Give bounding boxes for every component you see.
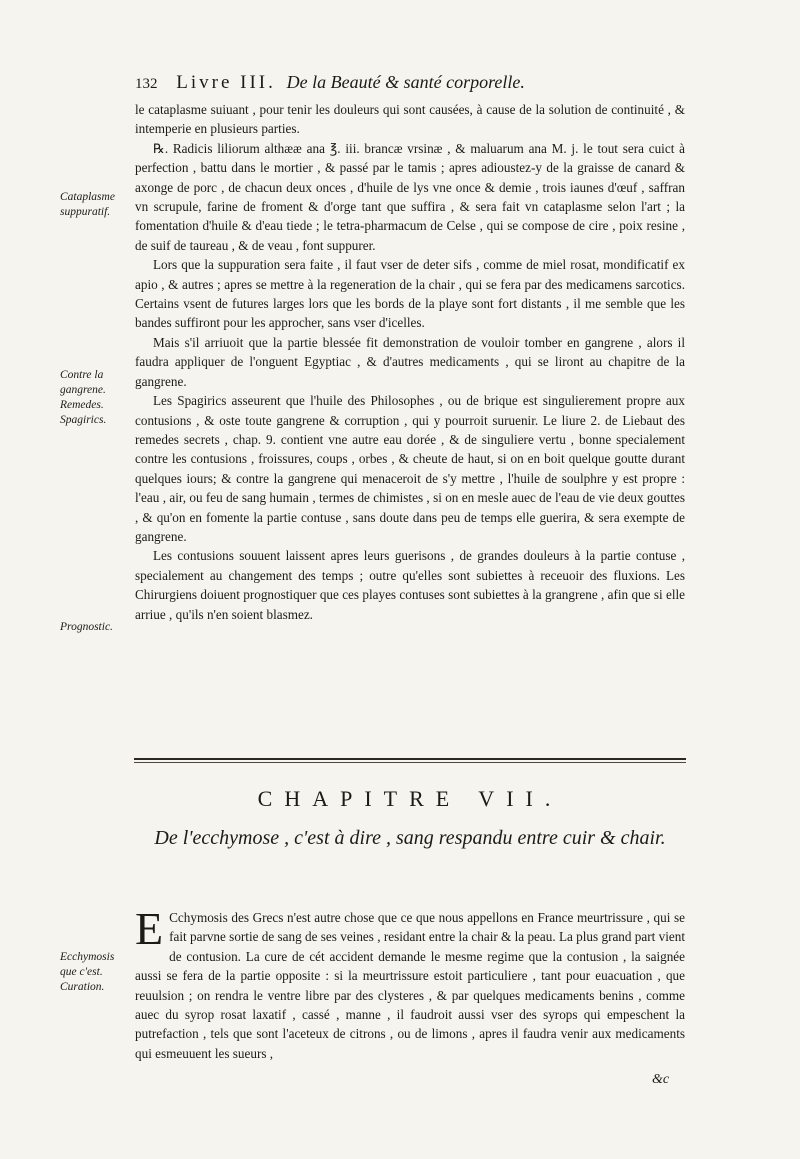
book-label: Livre III. (176, 72, 276, 93)
paragraph: Les Spagirics asseurent que l'huile des Philosophes , ou de brique est singulierement propre aux contusions , & oste toute gangrene & corruption , qui y pourroit suruenir. Le liure 2. de Liebaut des remedes secrets , chap. 9. contient vne autre eau dorée , & de singuliere vertu , bonne specialement contre les contusions , froissures, coups , orbes , & cheute de haut, si on en boit quelque goutte durant quelques iours; & contre la gangrene qui menaceroit de s'y mettre , l'huile de soulphre y est propre : l'eau , air, ou feu de sang humain , termes de chimistes , si on en mesle auec de l'eau de vie deux gouttes , & qu'on en fomente la partie contuse , sans doute dans peu de temps elle guerira, & sera exempte de gangrene. (135, 393, 685, 544)
divider-rule-thin (134, 762, 686, 763)
running-header (135, 72, 685, 94)
page-number: 132 (135, 76, 158, 92)
drop-capital: E (135, 903, 164, 954)
chapter-body (135, 903, 685, 1063)
paragraph: Lors que la suppuration sera faite , il faut vser de deter sifs , comme de miel rosat, mondificatif ex apio , & autres ; apres se mettre à la regeneration de la chair , qui se fera par des medicamens sarcotics. Certains vsent de futures larges lors que les bords de la playe sont fort distants , il me semble que les bandes suffiront pour les approcher, sans vser d'icelles. (135, 257, 685, 331)
paragraph: ℞. Radicis liliorum althææ ana ℥. iii. brancæ vrsinæ , & maluarum ana M. j. le tout sera cuict à perfection , battu dans le mortier , & passé par le tamis ; apres adioustez-y de la graisse de canard & axonge de porc , de chacun deux onces , d'huile de lys vne once & demie , trois iaunes d'œuf , saffran vn scrupule, farine de froment & d'orge tant que suffira , & sera fait vn cataplasme selon l'art ; la fomentation d'huile & d'eau tiede ; le tetra-pharmacum de Celse , qui se compose de cire , poix resine , de suif de taureau , & de veau , font suppurer. (135, 140, 685, 253)
chapter-body-text: Cchymosis des Grecs n'est autre chose que ce que nous appellons en France meurtrissure , qui se fait parvne sortie de sang de ses veines , residant entre la chair & la peau. La plus grand part vient de contusion. La cure de cét accident demande le mesme regime que la contusion , la saignée aussi se fera de la partie opposite : si la meurtrissure estoit particuliere , tant pour euacuation , que reuulsion ; on rendra le ventre libre par des clysteres , & par quelques medicaments benins , comme auec du syrop rosat laxatif , cassé , manne , il faudroit aussi vser des syrops qui empeschent la putrefaction , tels que sont l'aceteux de citrons , ou de limons , apres il faudra venir aux medicaments qui esmeuuent les sueurs , (135, 910, 685, 1061)
margin-note-prognostic: Prognostic. (60, 621, 113, 633)
running-title: De la Beauté & santé corporelle. (286, 72, 525, 92)
paragraph: Les contusions souuent laissent apres leurs guerisons , de grandes douleurs à la partie contuse , specialement au changement des temps ; outre qu'elles sont subiettes à receuoir des fluxions. Les Chirurgiens doiuent prognostiquer que ces playes contuses sont subiettes à la grangrene , afin que si elle arriue , qu'ils n'en soient blasmez. (135, 548, 685, 622)
margin-note-gangrene: Contre la gangrene. Remedes. Spagirics. (60, 369, 107, 426)
divider-rule (134, 758, 686, 760)
chapter-subtitle: De l'ecchymose , c'est à dire , sang respandu entre cuir & chair. (154, 827, 666, 849)
catchword: &c (652, 1072, 670, 1087)
paragraph: Mais s'il arriuoit que la partie blessée fit demonstration de vouloir tomber en gangrene , alors il faudra appliquer de l'onguent Egyptiac , & d'autres medicaments , qui se liront au chapitre de la gangrene. (135, 334, 685, 389)
paragraph: le cataplasme suiuant , pour tenir les douleurs qui sont causées, à cause de la solution de continuité , & intemperie en plusieurs parties. (135, 102, 685, 137)
main-text (135, 100, 685, 624)
margin-note-cataplasme: Cataplasme suppuratif. (60, 191, 115, 218)
margin-note-ecchymosis: Ecchymosis que c'est. Curation. (60, 951, 115, 993)
chapter-heading: CHAPITRE VII. (257, 786, 563, 811)
